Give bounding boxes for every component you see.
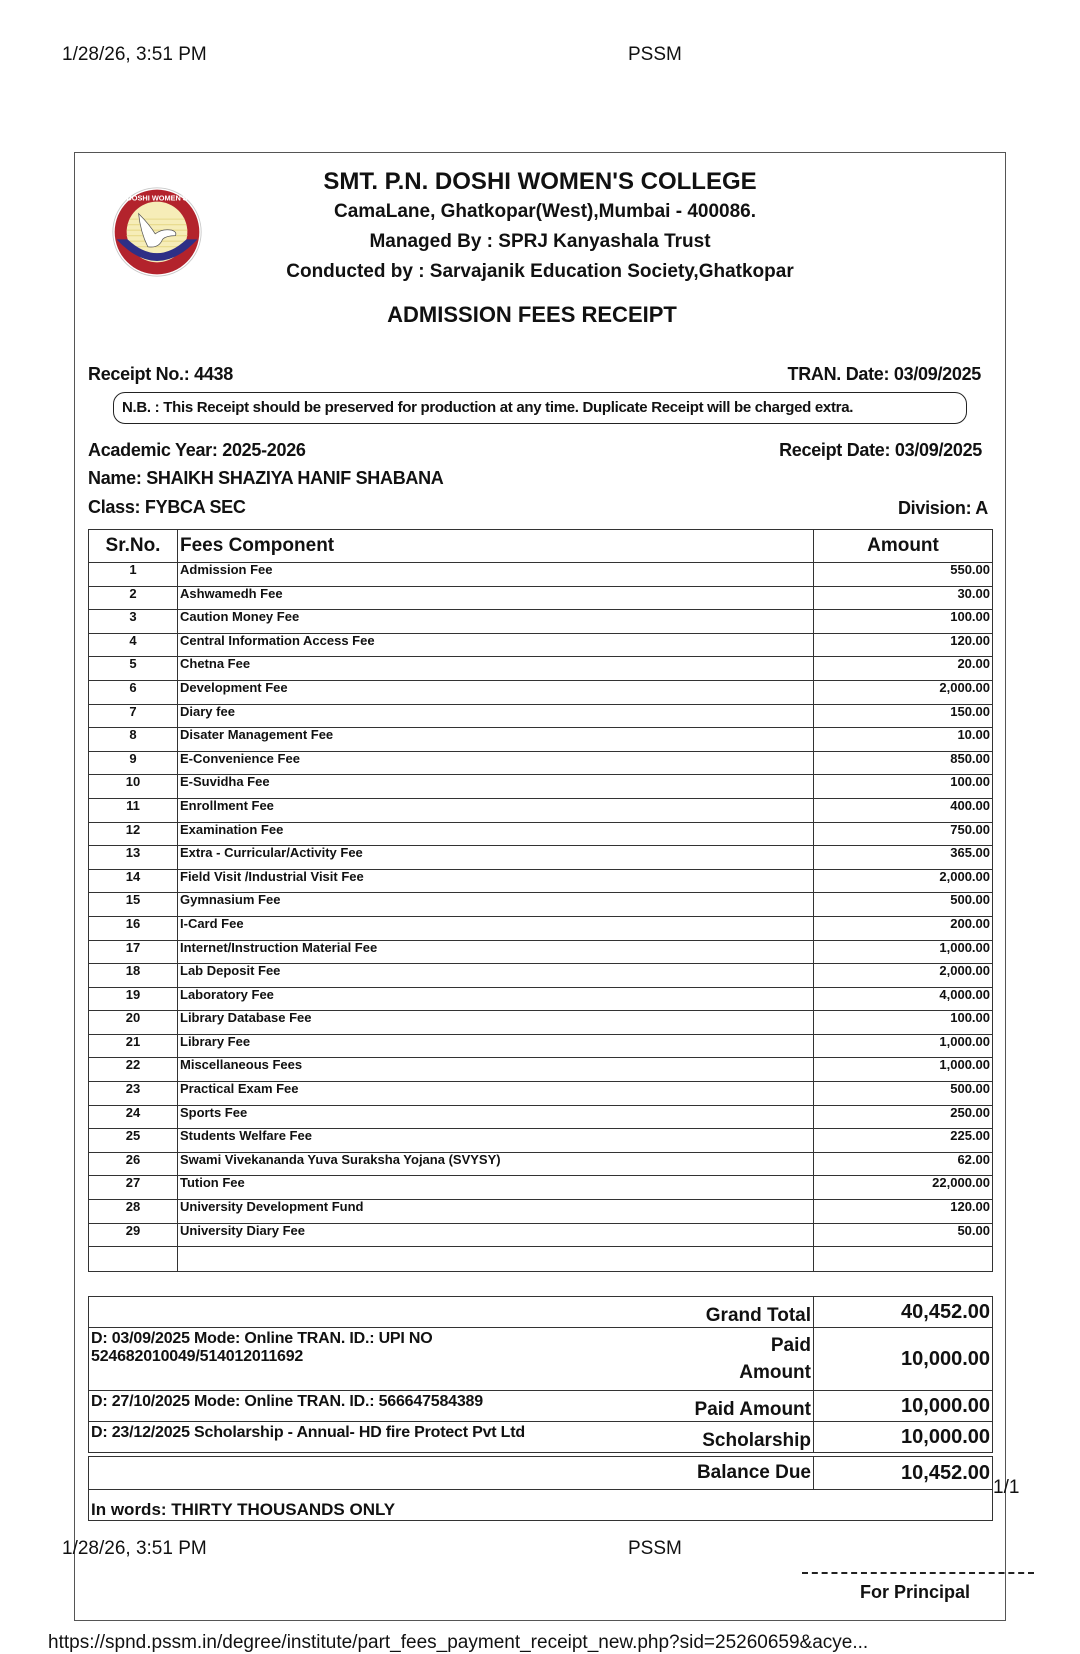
row-amount: 62.00: [814, 1152, 993, 1176]
table-row: [89, 704, 993, 728]
grand-total-label: Grand Total: [619, 1297, 814, 1328]
academic-year: Academic Year: 2025-2026: [88, 440, 306, 460]
grand-total-value: 40,452.00: [814, 1297, 993, 1328]
row-amount: 400.00: [814, 798, 993, 822]
row-sr-no: 26: [89, 1152, 178, 1176]
row-sr-no: 10: [89, 775, 178, 799]
amount-in-words: In words: THIRTY THOUSANDS ONLY: [89, 1490, 993, 1521]
table-row: [89, 1105, 993, 1129]
table-row: [89, 940, 993, 964]
row-sr-no: 20: [89, 1011, 178, 1035]
table-row: [89, 1034, 993, 1058]
header-fees-component: Fees Component: [178, 530, 814, 563]
student-division: Division: A: [897, 498, 988, 518]
row-fee-component: Extra - Curricular/Activity Fee: [178, 846, 814, 870]
fees-table-header: [89, 530, 993, 563]
row-sr-no: 2: [89, 586, 178, 610]
row-amount: 10.00: [814, 728, 993, 752]
payment-row: [89, 1391, 993, 1422]
row-sr-no: 22: [89, 1058, 178, 1082]
row-sr-no: 8: [89, 728, 178, 752]
row-amount: 1,000.00: [814, 940, 993, 964]
receipt-date: Receipt Date: 03/09/2025: [779, 440, 982, 460]
row-fee-component: Sports Fee: [178, 1105, 814, 1129]
row-fee-component: Library Fee: [178, 1034, 814, 1058]
row-amount: 30.00: [814, 586, 993, 610]
row-amount: 1,000.00: [814, 1034, 993, 1058]
row-sr-no: 28: [89, 1200, 178, 1224]
row-sr-no: 18: [89, 964, 178, 988]
table-row: [89, 610, 993, 634]
receipt-number: Receipt No.: 4438: [88, 364, 233, 384]
row-amount: 100.00: [814, 775, 993, 799]
row-amount: 22,000.00: [814, 1176, 993, 1200]
row-amount: 250.00: [814, 1105, 993, 1129]
row-amount: 2,000.00: [814, 680, 993, 704]
balance-row: [89, 1457, 993, 1490]
row-fee-component: Miscellaneous Fees: [178, 1058, 814, 1082]
payment-2-label: Paid Amount: [619, 1391, 814, 1422]
row-fee-component: University Diary Fee: [178, 1223, 814, 1247]
table-row: [89, 563, 993, 587]
table-row: [89, 1176, 993, 1200]
row-amount: 20.00: [814, 657, 993, 681]
table-row: [89, 775, 993, 799]
payment-1-amount: 10,000.00: [814, 1328, 993, 1391]
row-amount: 50.00: [814, 1223, 993, 1247]
preservation-note: N.B. : This Receipt should be preserved for production at any time. Duplicate Receipt will be charged extra.: [113, 392, 967, 424]
row-sr-no: 12: [89, 822, 178, 846]
balance-value: 10,452.00: [814, 1457, 993, 1490]
table-row: [89, 751, 993, 775]
table-row: [89, 1011, 993, 1035]
row-sr-no: 21: [89, 1034, 178, 1058]
row-fee-component: Lab Deposit Fee: [178, 964, 814, 988]
table-row: [89, 798, 993, 822]
row-amount: 500.00: [814, 1082, 993, 1106]
row-amount: 120.00: [814, 633, 993, 657]
row-amount: 500.00: [814, 893, 993, 917]
row-sr-no: 15: [89, 893, 178, 917]
payment-row: [89, 1328, 993, 1391]
row-amount: 150.00: [814, 704, 993, 728]
row-fee-component: Development Fee: [178, 680, 814, 704]
row-amount: 550.00: [814, 563, 993, 587]
balance-table: [88, 1456, 993, 1521]
row-fee-component: Caution Money Fee: [178, 610, 814, 634]
college-address: CamaLane, Ghatkopar(West),Mumbai - 400086.: [334, 201, 756, 222]
tran-date: TRAN. Date: 03/09/2025: [787, 364, 981, 384]
receipt-title: ADMISSION FEES RECEIPT: [387, 302, 677, 327]
print-datetime: 1/28/26, 3:51 PM: [62, 44, 207, 65]
payment-summary: [88, 1296, 993, 1453]
row-fee-component: Chetna Fee: [178, 657, 814, 681]
table-row: [89, 1200, 993, 1224]
fees-table: [88, 529, 993, 1272]
payment-1-label-line1: Paid: [770, 1335, 811, 1356]
footer-title: PSSM: [628, 1538, 682, 1559]
signature-line: [802, 1572, 1034, 1574]
payment-1-label-line2: Amount: [739, 1362, 811, 1383]
row-sr-no: 24: [89, 1105, 178, 1129]
row-sr-no: 17: [89, 940, 178, 964]
row-sr-no: 19: [89, 987, 178, 1011]
table-row: [89, 964, 993, 988]
table-row: [89, 1152, 993, 1176]
row-sr-no: 14: [89, 869, 178, 893]
payment-3-amount: 10,000.00: [814, 1422, 993, 1453]
row-fee-component: E-Convenience Fee: [178, 751, 814, 775]
row-amount: 2,000.00: [814, 869, 993, 893]
row-sr-no: 27: [89, 1176, 178, 1200]
header-sr-no: Sr.No.: [89, 530, 178, 563]
row-amount: 225.00: [814, 1129, 993, 1153]
row-sr-no: 16: [89, 916, 178, 940]
row-sr-no: 25: [89, 1129, 178, 1153]
table-row: [89, 633, 993, 657]
row-amount: 4,000.00: [814, 987, 993, 1011]
row-sr-no: 4: [89, 633, 178, 657]
table-row: [89, 657, 993, 681]
row-fee-component: Gymnasium Fee: [178, 893, 814, 917]
row-fee-component: Tution Fee: [178, 1176, 814, 1200]
row-amount: 100.00: [814, 610, 993, 634]
grand-total-row: [89, 1297, 993, 1328]
row-fee-component: University Development Fund: [178, 1200, 814, 1224]
row-sr-no: 7: [89, 704, 178, 728]
conducted-by: Conducted by : Sarvajanik Education Society,Ghatkopar: [286, 261, 794, 282]
row-sr-no: 23: [89, 1082, 178, 1106]
row-amount: 750.00: [814, 822, 993, 846]
table-row: [89, 822, 993, 846]
svg-text:DOSHI WOMEN'S: DOSHI WOMEN'S: [126, 193, 188, 203]
row-fee-component: Practical Exam Fee: [178, 1082, 814, 1106]
row-amount: 365.00: [814, 846, 993, 870]
row-sr-no: 11: [89, 798, 178, 822]
table-row: [89, 846, 993, 870]
row-amount: 850.00: [814, 751, 993, 775]
row-fee-component: Library Database Fee: [178, 1011, 814, 1035]
row-fee-component: Ashwamedh Fee: [178, 586, 814, 610]
student-name: Name: SHAIKH SHAZIYA HANIF SHABANA: [88, 468, 444, 488]
row-fee-component: Central Information Access Fee: [178, 633, 814, 657]
table-row: [89, 987, 993, 1011]
row-sr-no: 3: [89, 610, 178, 634]
row-sr-no: 6: [89, 680, 178, 704]
page-number: 1/1: [993, 1477, 1020, 1498]
row-fee-component: I-Card Fee: [178, 916, 814, 940]
row-fee-component: Laboratory Fee: [178, 987, 814, 1011]
row-sr-no: 13: [89, 846, 178, 870]
row-fee-component: Diary fee: [178, 704, 814, 728]
table-row: [89, 728, 993, 752]
table-row: [89, 586, 993, 610]
table-row: [89, 916, 993, 940]
empty-row: [89, 1247, 993, 1272]
table-row: [89, 1058, 993, 1082]
payment-3-desc: D: 23/12/2025 Scholarship - Annual- HD fire Protect Pvt Ltd: [89, 1422, 620, 1453]
row-amount: 2,000.00: [814, 964, 993, 988]
row-amount: 1,000.00: [814, 1058, 993, 1082]
row-fee-component: Swami Vivekananda Yuva Suraksha Yojana (SVYSY): [178, 1152, 814, 1176]
row-sr-no: 5: [89, 657, 178, 681]
page-url[interactable]: https://spnd.pssm.in/degree/institute/part_fees_payment_receipt_new.php?sid=25260659&acye...: [48, 1632, 869, 1653]
table-row: [89, 1223, 993, 1247]
student-class: Class: FYBCA SEC: [88, 497, 246, 517]
table-row: [89, 1082, 993, 1106]
row-fee-component: Enrollment Fee: [178, 798, 814, 822]
payment-3-label: Scholarship: [619, 1422, 814, 1453]
table-row: [89, 680, 993, 704]
managed-by: Managed By : SPRJ Kanyashala Trust: [369, 231, 711, 252]
row-fee-component: Examination Fee: [178, 822, 814, 846]
footer-datetime: 1/28/26, 3:51 PM: [62, 1538, 207, 1559]
payment-1-desc: D: 03/09/2025 Mode: Online TRAN. ID.: UPI NO 524682010049/514012011692: [89, 1328, 620, 1391]
payment-2-desc: D: 27/10/2025 Mode: Online TRAN. ID.: 566647584389: [89, 1391, 620, 1422]
college-name: SMT. P.N. DOSHI WOMEN'S COLLEGE: [323, 168, 757, 195]
row-fee-component: Disater Management Fee: [178, 728, 814, 752]
in-words-row: [89, 1490, 993, 1521]
row-fee-component: Admission Fee: [178, 563, 814, 587]
table-row: [89, 1129, 993, 1153]
row-fee-component: E-Suvidha Fee: [178, 775, 814, 799]
table-row: [89, 893, 993, 917]
payment-2-amount: 10,000.00: [814, 1391, 993, 1422]
header-amount: Amount: [814, 530, 993, 563]
row-sr-no: 29: [89, 1223, 178, 1247]
print-title: PSSM: [628, 44, 682, 65]
row-sr-no: 9: [89, 751, 178, 775]
scholarship-row: [89, 1422, 993, 1453]
row-amount: 100.00: [814, 1011, 993, 1035]
row-fee-component: Internet/Instruction Material Fee: [178, 940, 814, 964]
table-row: [89, 869, 993, 893]
signature-label: For Principal: [860, 1582, 971, 1602]
row-fee-component: Field Visit /Industrial Visit Fee: [178, 869, 814, 893]
row-sr-no: 1: [89, 563, 178, 587]
row-amount: 200.00: [814, 916, 993, 940]
row-amount: 120.00: [814, 1200, 993, 1224]
row-fee-component: Students Welfare Fee: [178, 1129, 814, 1153]
balance-label: Balance Due: [619, 1457, 814, 1490]
